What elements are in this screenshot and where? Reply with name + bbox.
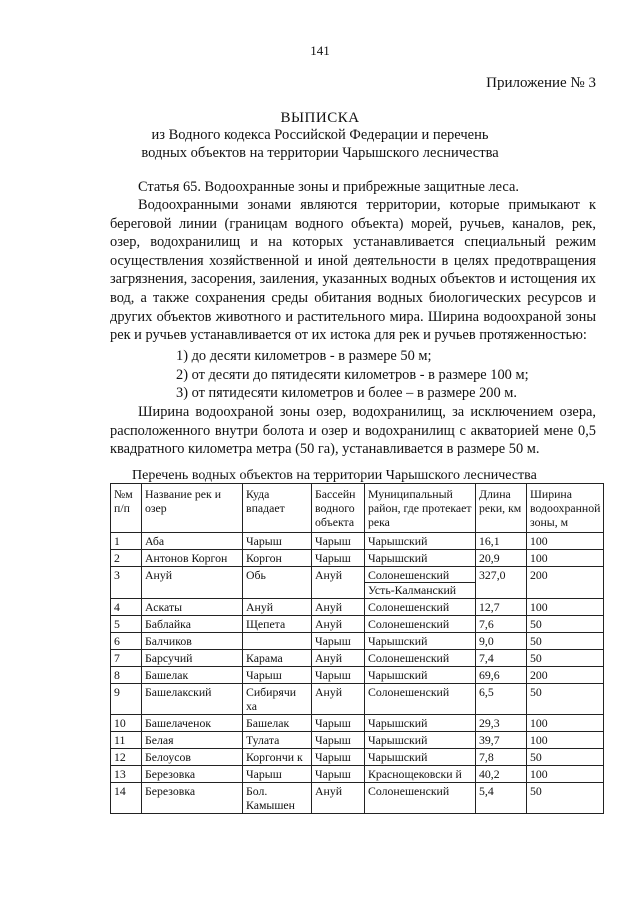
cell-basin: Ануй <box>312 599 365 616</box>
cell-basin: Ануй <box>312 783 365 814</box>
cell-district: Солонешенский <box>365 650 476 667</box>
cell-num: 12 <box>111 749 142 766</box>
cell-basin: Чарыш <box>312 533 365 550</box>
cell-district <box>365 567 476 599</box>
table-row <box>111 749 604 766</box>
cell-basin: Ануй <box>312 650 365 667</box>
table-row <box>111 550 604 567</box>
cell-length: 39,7 <box>476 732 527 749</box>
table-body <box>111 533 604 814</box>
cell-width: 200 <box>527 667 604 684</box>
table-header-row <box>111 484 604 533</box>
article-title: Статья 65. Водоохранные зоны и прибрежные защитные леса. <box>138 179 519 195</box>
width-paragraph: Ширина водоохраной зоны озер, водохранилищ, за исключением озера, расположенного внутри болота и озер и водохранилищ с акваторией мене 0,5 квадратного километра метра (50 га), устанавливается в размере 50 м. <box>110 404 596 458</box>
cell-district: Краснощековски й <box>365 766 476 783</box>
cell-basin: Чарыш <box>312 550 365 567</box>
cell-name: Березовка <box>142 783 243 814</box>
cell-name: Белая <box>142 732 243 749</box>
cell-width: 100 <box>527 732 604 749</box>
cell-mouth: Карама <box>243 650 312 667</box>
cell-width: 100 <box>527 533 604 550</box>
cell-basin: Чарыш <box>312 749 365 766</box>
cell-basin: Чарыш <box>312 766 365 783</box>
cell-length: 40,2 <box>476 766 527 783</box>
table-row <box>111 650 604 667</box>
cell-width: 200 <box>527 567 604 599</box>
cell-mouth: Чарыш <box>243 766 312 783</box>
cell-basin: Ануй <box>312 616 365 633</box>
cell-width: 50 <box>527 650 604 667</box>
cell-mouth: Башелак <box>243 715 312 732</box>
cell-mouth: Бол. Камышен <box>243 783 312 814</box>
cell-district: Чарышский <box>365 550 476 567</box>
cell-name: Ануй <box>142 567 243 599</box>
table-row <box>111 783 604 814</box>
cell-length: 327,0 <box>476 567 527 599</box>
table-caption: Перечень водных объектов на территории Чарышского лесничества <box>132 468 537 483</box>
table-row <box>111 533 604 550</box>
cell-length: 16,1 <box>476 533 527 550</box>
cell-width: 50 <box>527 783 604 814</box>
cell-name: Баблайка <box>142 616 243 633</box>
header-length: Длина реки, км <box>476 484 527 533</box>
cell-name: Аба <box>142 533 243 550</box>
cell-width: 100 <box>527 550 604 567</box>
cell-num: 11 <box>111 732 142 749</box>
cell-basin: Чарыш <box>312 667 365 684</box>
cell-district: Солонешенский <box>365 599 476 616</box>
table-row <box>111 616 604 633</box>
cell-width: 100 <box>527 715 604 732</box>
table-row <box>111 766 604 783</box>
cell-length: 7,6 <box>476 616 527 633</box>
cell-length: 20,9 <box>476 550 527 567</box>
cell-width: 50 <box>527 684 604 715</box>
cell-num: 8 <box>111 667 142 684</box>
cell-basin: Ануй <box>312 684 365 715</box>
cell-num: 5 <box>111 616 142 633</box>
document-title: ВЫПИСКА <box>280 110 360 126</box>
cell-name: Березовка <box>142 766 243 783</box>
list-item: 2) от десяти до пятидесяти километров - в размере 100 м; <box>176 367 529 383</box>
cell-mouth: Ануй <box>243 599 312 616</box>
header-mouth: Куда впадает <box>243 484 312 533</box>
cell-district: Чарышский <box>365 667 476 684</box>
cell-district: Чарышский <box>365 633 476 650</box>
cell-mouth: Чарыш <box>243 667 312 684</box>
cell-district: Солонешенский <box>365 684 476 715</box>
cell-district-line: Усть-Калманский <box>365 582 475 597</box>
cell-name: Антонов Коргон <box>142 550 243 567</box>
cell-basin: Чарыш <box>312 633 365 650</box>
cell-width: 100 <box>527 599 604 616</box>
cell-name: Аскаты <box>142 599 243 616</box>
cell-width: 100 <box>527 766 604 783</box>
cell-num: 1 <box>111 533 142 550</box>
cell-name: Башелакский <box>142 684 243 715</box>
cell-num: 2 <box>111 550 142 567</box>
cell-mouth: Чарыш <box>243 533 312 550</box>
cell-basin: Чарыш <box>312 732 365 749</box>
article-body: Водоохранными зонами являются территории, которые примыкают к береговой линии (границам водного объекта) морей, ручьев, каналов, рек, озер, водохранилищ и на которых устанавливается специальный режим осуществления хозяйственной и иной деятельности в целях предотвращения загрязнения, засорения, заиления, указанных водных объектов и истощения их вод, а также сохранения среды обитания водных биологических ресурсов и других объектов животного и растительного мира. Ширина водоохраной зоны рек и ручьев устанавливается от их истока для рек и ручьев протяженностью: <box>110 197 596 344</box>
cell-length: 5,4 <box>476 783 527 814</box>
cell-length: 69,6 <box>476 667 527 684</box>
list-item: 3) от пятидесяти километров и более – в размере 200 м. <box>176 385 517 401</box>
cell-width: 50 <box>527 616 604 633</box>
cell-num: 9 <box>111 684 142 715</box>
cell-length: 9,0 <box>476 633 527 650</box>
cell-district: Чарышский <box>365 749 476 766</box>
cell-width: 50 <box>527 749 604 766</box>
cell-num: 4 <box>111 599 142 616</box>
cell-district: Чарышский <box>365 533 476 550</box>
cell-mouth: Коргон <box>243 550 312 567</box>
cell-mouth: Сибирячи ха <box>243 684 312 715</box>
cell-district: Солонешенский <box>365 616 476 633</box>
header-district: Муниципальный район, где протекает река <box>365 484 476 533</box>
table-row <box>111 667 604 684</box>
cell-district: Чарышский <box>365 732 476 749</box>
table-row <box>111 715 604 732</box>
cell-mouth: Коргончи к <box>243 749 312 766</box>
cell-num: 6 <box>111 633 142 650</box>
cell-name: Балчиков <box>142 633 243 650</box>
subtitle-line-1: из Водного кодекса Российской Федерации и перечень <box>151 127 489 143</box>
cell-mouth: Обь <box>243 567 312 599</box>
water-objects-table <box>110 483 604 814</box>
list-item: 1) до десяти километров - в размере 50 м; <box>176 348 432 364</box>
cell-name: Белоусов <box>142 749 243 766</box>
header-basin: Бассейн водного объекта <box>312 484 365 533</box>
page-number: 141 <box>310 43 330 58</box>
cell-basin: Ануй <box>312 567 365 599</box>
cell-num: 7 <box>111 650 142 667</box>
cell-name: Башелак <box>142 667 243 684</box>
table-row <box>111 633 604 650</box>
cell-length: 7,4 <box>476 650 527 667</box>
header-width: Ширина водоохранной зоны, м <box>527 484 604 533</box>
cell-width: 50 <box>527 633 604 650</box>
cell-length: 7,8 <box>476 749 527 766</box>
cell-length: 29,3 <box>476 715 527 732</box>
cell-mouth: Тулата <box>243 732 312 749</box>
table-row <box>111 599 604 616</box>
header-name: Название рек и озер <box>142 484 243 533</box>
table-row <box>111 567 604 599</box>
subtitle-line-2: водных объектов на территории Чарышского лесничества <box>141 145 499 161</box>
cell-name: Башелаченок <box>142 715 243 732</box>
table-row <box>111 684 604 715</box>
cell-mouth <box>243 633 312 650</box>
cell-name: Барсучий <box>142 650 243 667</box>
cell-district: Солонешенский <box>365 783 476 814</box>
cell-district-line: Солонешенский <box>368 568 450 582</box>
cell-length: 6,5 <box>476 684 527 715</box>
header-num: №м п/п <box>111 484 142 533</box>
cell-mouth: Щепета <box>243 616 312 633</box>
appendix-label: Приложение № 3 <box>486 75 596 91</box>
cell-num: 13 <box>111 766 142 783</box>
cell-num: 3 <box>111 567 142 599</box>
cell-length: 12,7 <box>476 599 527 616</box>
cell-num: 10 <box>111 715 142 732</box>
cell-basin: Чарыш <box>312 715 365 732</box>
cell-num: 14 <box>111 783 142 814</box>
table-row <box>111 732 604 749</box>
cell-district: Чарышский <box>365 715 476 732</box>
